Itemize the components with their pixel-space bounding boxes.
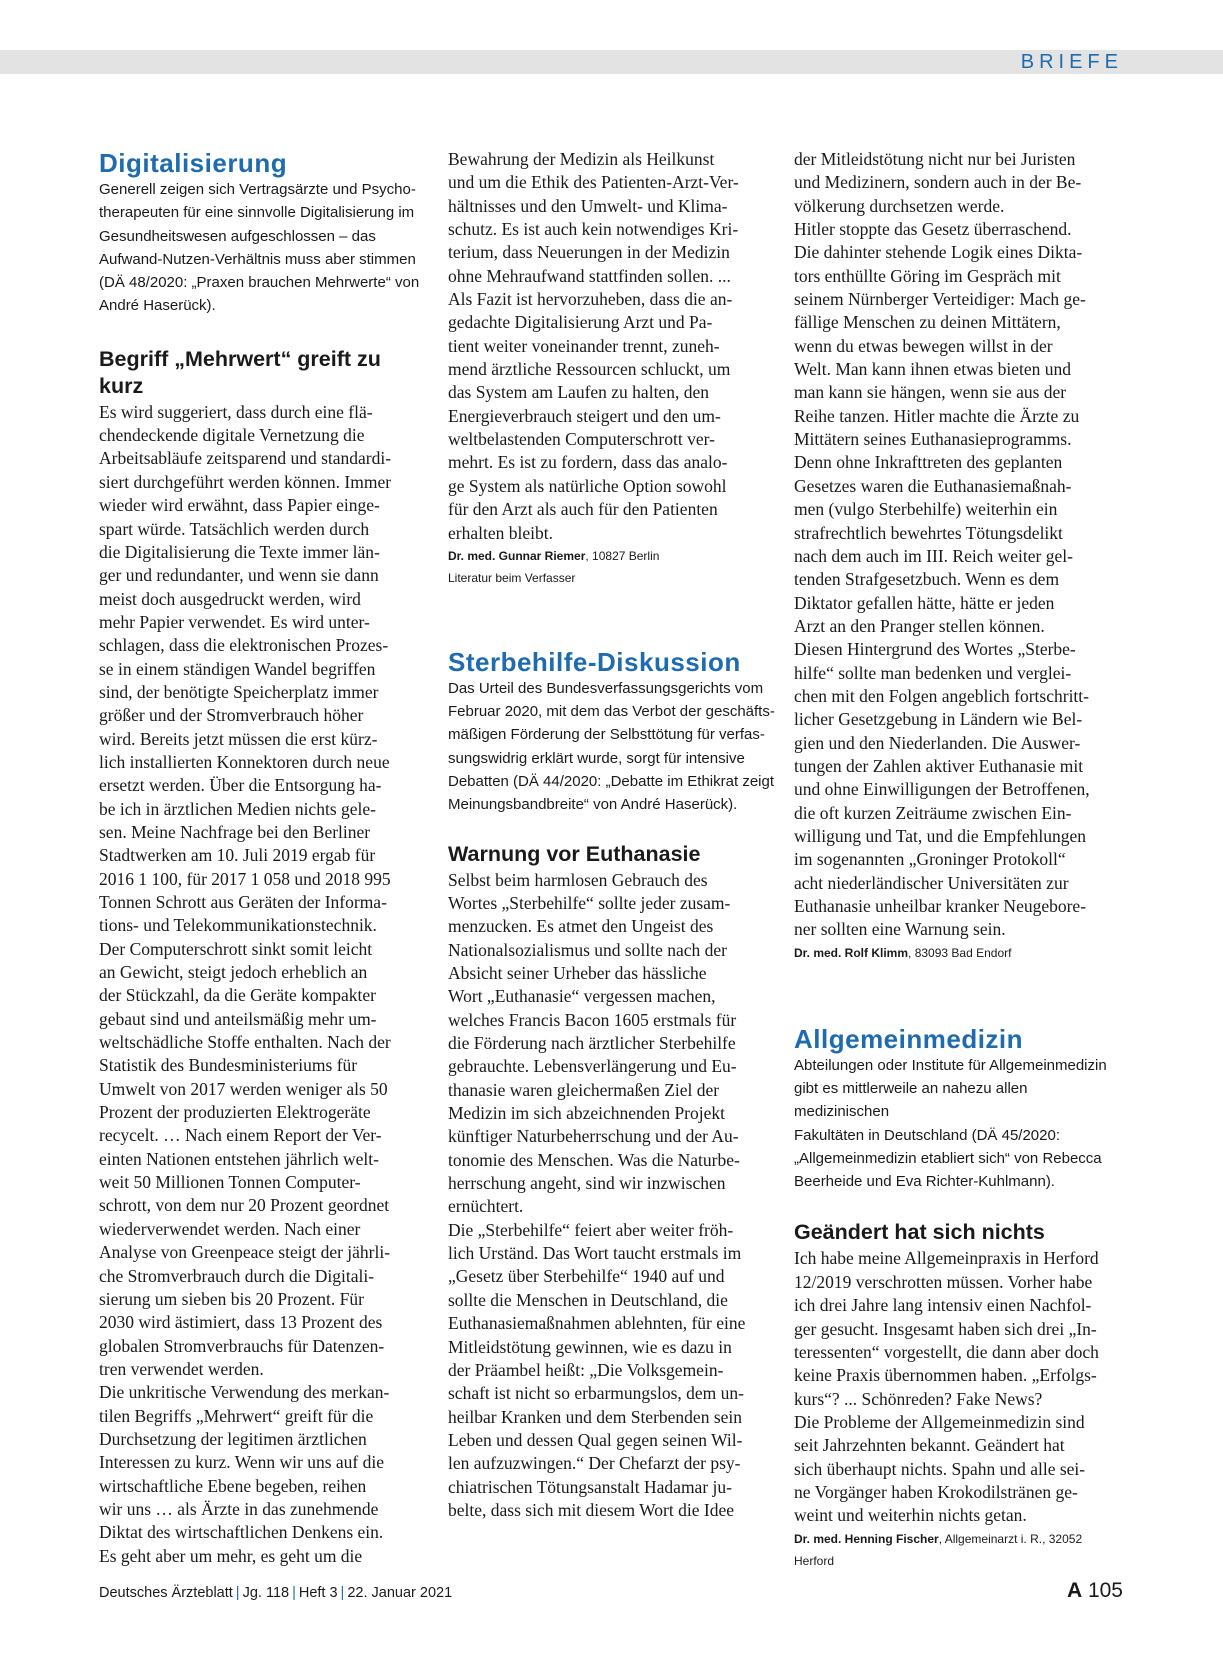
letter-body-euthanasie-part1: Selbst beim harmlosen Gebrauch des Wortes „Sterbehilfe“ sollte jeder zusam- menzucken. Es atmet den Ungeist des Nationalsozialismus und sollte nach der Absicht seiner Urheber das hässliche Wort „Euthanasie“ vergessen machen, welches Francis Bacon 1605 erstmals für die Förderung nach ärztlicher Sterbehilfe gebrauchte. Lebensverlängerung und Eu- thanasie waren gleichermaßen Ziel der Medizin im sich abzeichnenden Projekt künftiger Naturbeherrschung und der Au- tonomie des Menschen. Was die Naturbe- herrschung angeht, sind wir inzwischen ernüchtert. Die „Sterbehilfe“ feiert aber weiter fröh- lich Urständ. Das Wort taucht erstmals im „Gesetz über Sterbehilfe“ 1940 auf und sollte die Menschen in Deutschland, die Euthanasiemaßnahmen ablehnten, für eine Mitleidstötung gewinnen, wie es dazu in der Präambel heißt: „Die Volksgemein- schaft ist nicht so erbarmungslos, dem un- heilbar Kranken und dem Sterbenden sein Leben und dessen Qual gegen seinen Wil- len aufzuzwingen.“ Der Chefarzt der psy- chiatrischen Tötungsanstalt Hadamar ju- belte, dass sich mit diesem Wort die Idee bbox=[448, 869, 746, 1520]
page-number-value: 105 bbox=[1087, 1579, 1123, 1602]
topic-intro-digitalisierung: Generell zeigen sich Vertragsärzte und Psycho- therapeuten für eine sinnvolle Digitalisierung im Gesundheitswesen aufgeschlossen – das Aufwand-Nutzen-Verhältnis muss aber stimmen (DÄ 48/2020: „Praxen brauchen Mehrwerte“ von André Haserück). bbox=[99, 181, 420, 315]
letter-body-geaendert: Ich habe meine Allgemeinpraxis in Herford 12/2019 verschrotten müssen. Vorher habe ich drei Jahre lang intensiv einen Nachfol- ger gesucht. Insgesamt haben sich drei „In- teressenten“ vorgestellt, die dann aber doch keine Praxis übernommen haben. „Erfolgs- kurs“? ... Schönreden? Fake News? Die Probleme der Allgemeinmedizin sind seit Jahrzehnten bekannt. Geändert hat sich überhaupt nichts. Spahn und alle sei- ne Vorgänger haben Krokodilstränen ge- weint und weiterhin nichts getan. bbox=[794, 1248, 1099, 1526]
letter-signature-klimm bbox=[794, 942, 1124, 964]
topic-heading-digitalisierung: Digitalisierung bbox=[99, 148, 288, 178]
letter-headline-geaendert: Geändert hat sich nichts bbox=[794, 1220, 1045, 1245]
column-3 bbox=[794, 148, 1124, 1572]
topic-heading-sterbehilfe: Sterbehilfe-Diskussion bbox=[448, 646, 741, 677]
footer-citation bbox=[99, 1585, 452, 1601]
author-name: Dr. med. Gunnar Riemer bbox=[448, 548, 586, 563]
section-label: BRIEFE bbox=[1020, 51, 1123, 73]
literature-note: Literatur beim Verfasser bbox=[448, 570, 576, 585]
author-name: Dr. med. Rolf Klimm bbox=[794, 945, 909, 960]
author-name: Dr. med. Henning Fischer bbox=[794, 1531, 939, 1546]
separator: | bbox=[292, 1585, 296, 1601]
letter-body-mehrwert-part2: Bewahrung der Medizin als Heilkunst und um die Ethik des Patienten-Arzt-Ver- hältnisses und den Umwelt- und Klima- schutz. Es ist auch kein notwendiges Kri- terium, dass Neuerungen in der Medizin ohne Mehraufwand stattfinden sollen. ... Als Fazit ist hervorzuheben, dass die an- gedachte Digitalisierung Arzt und Pa- tient weiter voneinander trennt, zuneh- mend ärztliche Ressourcen schluckt, um das System am Laufen zu halten, den Energieverbrauch steigert und den um- weltbelastenden Computerschrott ver- mehrt. Es ist zu fordern, dass das analo- ge System als natürliche Option sowohl für den Arzt als auch für den Patienten erhalten bleibt. bbox=[448, 149, 739, 543]
topic-intro-allgemeinmedizin: Abteilungen oder Institute für Allgemeinmedizin gibt es mittlerweile an nahezu allen medizinischen Fakultäten in Deutschland (DÄ 45/2020: „Allgemeinmedizin etabliert sich“ von Rebecca Beerheide und Eva Richter-Kuhlmann). bbox=[794, 1056, 1107, 1191]
topic-intro-sterbehilfe: Das Urteil des Bundesverfassungsgerichts vom Februar 2020, mit dem das Verbot der geschäfts- mäßigen Förderung der Selbsttötung für verfas- sungswidrig erklärt wurde, sorgt für intensive Debatten (DÄ 44/2020: „Debatte im Ethikrat zeigt Meinungsbandbreite“ von André Haserück). bbox=[448, 679, 775, 814]
column-2 bbox=[448, 148, 778, 1522]
journal-date: 22. Januar 2021 bbox=[347, 1585, 453, 1601]
journal-volume: Jg. 118 bbox=[242, 1585, 290, 1601]
topic-heading-allgemeinmedizin: Allgemeinmedizin bbox=[794, 1023, 1024, 1054]
letter-signature-fischer bbox=[794, 1528, 1124, 1572]
journal-issue: Heft 3 bbox=[298, 1585, 338, 1601]
letter-headline-euthanasie: Warnung vor Euthanasie bbox=[448, 841, 701, 866]
letter-body-euthanasie-part2: der Mitleidstötung nicht nur bei Juristen und Medizinern, sondern auch in der Be- völkerung durchsetzen werde. Hitler stoppte das Gesetz überraschend. Die dahinter stehende Logik eines Dikta- tors enthüllte Göring im Gespräch mit seinem Nürnberger Verteidiger: Mach ge- fällige Menschen zu deinen Mittätern, wenn du etwas bewegen willst in der Welt. Man kann ihnen etwas bieten und man kann sie hängen, wenn sie aus der Reihe tanzen. Hitler machte die Ärzte zu Mittätern seines Euthanasieprogramms. Denn ohne Inkrafttreten des geplanten Gesetzes waren die Euthanasiemaßnah- men (vulgo Sterbehilfe) weiterhin ein strafrechtlich bewehrtes Tötungsdelikt nach dem auch im III. Reich weiter gel- tenden Strafgesetzbuch. Wenn es dem Diktator gefallen hätte, hätte er jeden Arzt an den Pranger stellen können. Diesen Hintergrund des Wortes „Sterbe- hilfe“ sollte man bedenken und verglei- chen mit den Folgen angeblich fortschritt- licher Gesetzgebung in Ländern wie Bel- gien und den Niederlanden. Die Auswer- tungen der Zahlen aktiver Euthanasie mit und ohne Einwilligungen der Betroffenen, die oft kurzen Zeiträume zwischen Ein- willigung und Tat, und die Empfehlungen im sogenannten „Groninger Protokoll“ acht niederländischer Universitäten zur Euthanasie unheilbar kranker Neugebore- ner sollten eine Warnung sein. bbox=[794, 149, 1090, 940]
author-place: , Allgemeinarzt i. R., 32052 Herford bbox=[794, 1531, 1083, 1568]
separator: | bbox=[235, 1585, 240, 1601]
letter-signature-riemer bbox=[448, 545, 778, 567]
journal-name: Deutsches Ärzteblatt bbox=[99, 1585, 233, 1601]
letter-headline-mehrwert: Begriff „Mehrwert“ greift zu kurz bbox=[99, 346, 381, 398]
author-place: , 10827 Berlin bbox=[585, 548, 660, 563]
separator: | bbox=[340, 1585, 345, 1601]
column-1 bbox=[99, 148, 429, 1568]
page-number bbox=[1067, 1579, 1123, 1603]
page-prefix: A bbox=[1066, 1579, 1083, 1602]
author-place: , 83093 Bad Endorf bbox=[908, 945, 1012, 960]
letter-body-mehrwert-part1: Es wird suggeriert, dass durch eine flä- chendeckende digitale Vernetzung die Arbeitsabläufe zeitsparend und standardi- siert durchgeführt werden können. Immer wieder wird erwähnt, dass Papier einge- spart würde. Tatsächlich werden durch die Digitalisierung die Texte immer län- ger und redundanter, und wenn sie dann meist doch ausgedruckt werden, wird mehr Papier verwendet. Es wird unter- schlagen, dass die elektronischen Prozes- se in einem ständigen Wandel begriffen sind, der benötigte Speicherplatz immer größer und der Stromverbrauch höher wird. Bereits jetzt müssen die erst kürz- lich installierten Konnektoren durch neue ersetzt werden. Über die Entsorgung ha- be ich in ärztlichen Medien nichts gele- sen. Meine Nachfrage bei den Berliner Stadtwerken am 10. Juli 2019 ergab für 2016 1 100, für 2017 1 058 und 2018 995 Tonnen Schrott aus Geräten der Informa- tions- und Telekommunikationstechnik. Der Computerschrott sinkt somit leicht an Gewicht, steigt jedoch erheblich an der Stückzahl, da die Geräte kompakter gebaut sind und anteilsmäßig mehr um- weltschädliche Stoffe enthalten. Nach der Statistik des Bundesministeriums für Umwelt von 2017 werden weniger als 50 Prozent der produzierten Elektrogeräte recycelt. … Nach einem Report der Ver- einten Nationen entstehen jährlich welt- weit 50 Millionen Tonnen Computer- schrott, von dem nur 20 Prozent geordnet wiederverwendet werden. Nach einer Analyse von Greenpeace steigt der jährli- che Stromverbrauch durch die Digitali- sierung um sieben bis 20 Prozent. Für 2030 wird ästimiert, dass 13 Prozent des globalen Stromverbrauchs für Datenzen- tren verwendet werden. Die unkritische Verwendung des merkan- tilen Begriffs „Mehrwert“ greift für die Durchsetzung der legitimen ärztlichen Interessen zu kurz. Wenn wir uns auf die wirtschaftliche Ebene begeben, reihen wir uns … als Ärzte in das zunehmende Diktat des wirtschaftlichen Denkens ein. Es geht aber um mehr, es geht um die bbox=[99, 401, 392, 1566]
